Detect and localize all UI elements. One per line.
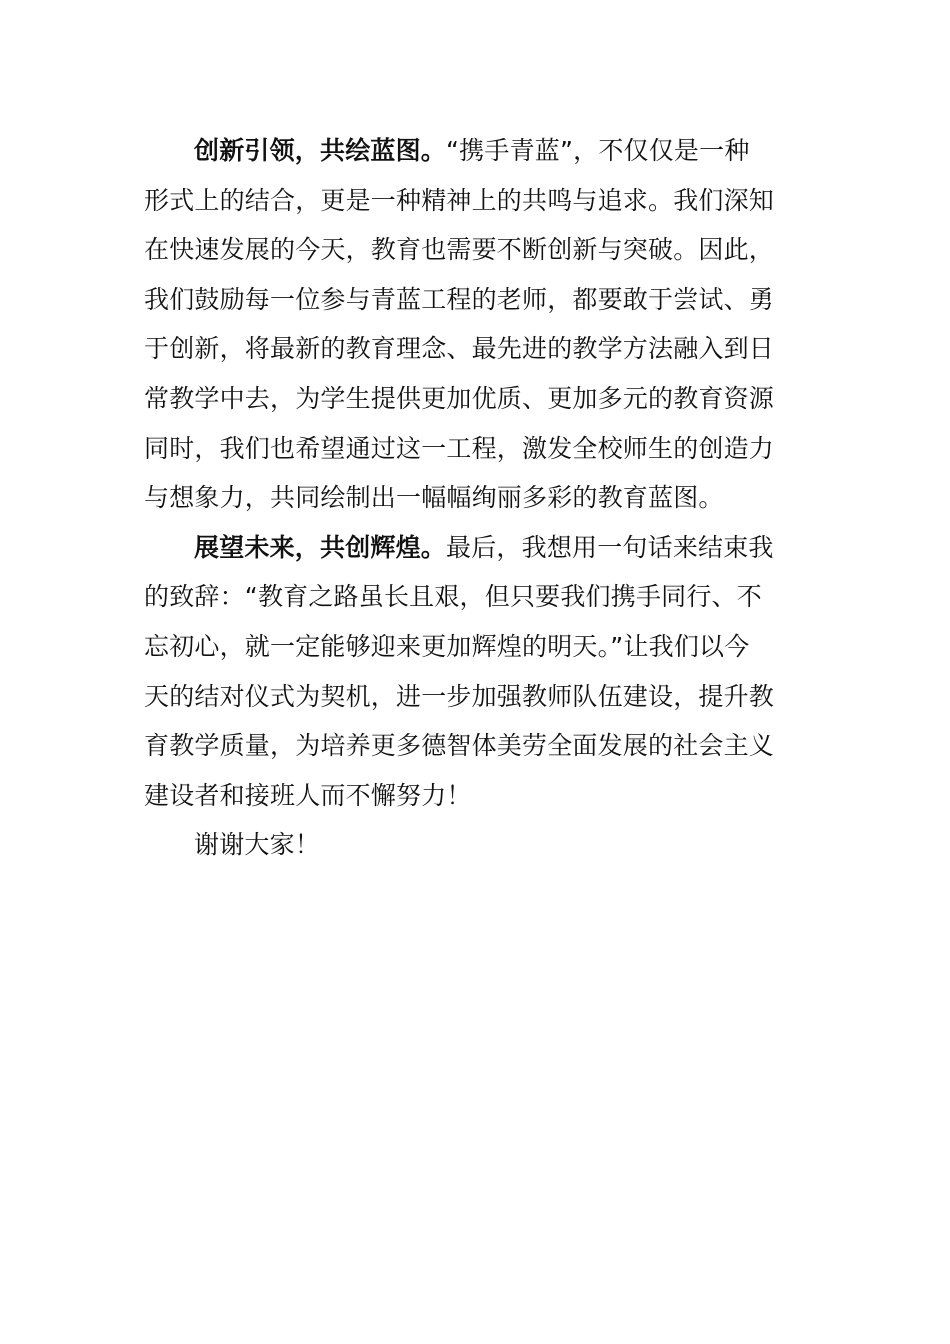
paragraph-line: 天的结对仪式为契机，进一步加强教师队伍建设，提升教: [144, 681, 775, 711]
paragraph-innovation: [144, 126, 809, 523]
paragraph-line: 育教学质量，为培养更多德智体美劳全面发展的社会主义: [144, 731, 775, 761]
paragraph-line: 在快速发展的今天，教育也需要不断创新与突破。因此，: [144, 235, 775, 265]
paragraph-heading: 展望未来，共创辉煌。: [194, 532, 447, 562]
closing-text: 谢谢大家！: [194, 830, 321, 860]
paragraph-line: 忘初心，就一定能够迎来更加辉煌的明天。”让我们以今: [144, 631, 750, 661]
paragraph-closing: [144, 820, 809, 870]
paragraph-line: 的致辞：“教育之路虽长且艰，但只要我们携手同行、不: [144, 582, 762, 612]
paragraph-line: 形式上的结合，更是一种精神上的共鸣与追求。我们深知: [144, 185, 775, 215]
paragraph-line: [144, 523, 809, 573]
paragraph-text: 最后，我想用一句话来结束我: [446, 532, 774, 562]
document-body: [144, 126, 809, 870]
paragraph-line: 我们鼓励每一位参与青蓝工程的老师，都要敢于尝试、勇: [144, 284, 775, 314]
paragraph-line: 与想象力，共同绘制出一幅幅绚丽多彩的教育蓝图。: [144, 483, 724, 513]
paragraph-line: 同时，我们也希望通过这一工程，激发全校师生的创造力: [144, 433, 775, 463]
paragraph-heading: 创新引领，共绘蓝图。: [194, 136, 447, 165]
paragraph-line: [144, 126, 809, 176]
paragraph-line: 于创新，将最新的教育理念、最先进的教学方法融入到日: [144, 334, 775, 364]
paragraph-line: 常教学中去，为学生提供更加优质、更加多元的教育资源: [144, 383, 775, 413]
paragraph-line: 建设者和接班人而不懈努力！: [144, 780, 472, 810]
paragraph-future: [144, 523, 809, 821]
paragraph-text: “携手青蓝”，不仅仅是一种: [446, 136, 750, 165]
